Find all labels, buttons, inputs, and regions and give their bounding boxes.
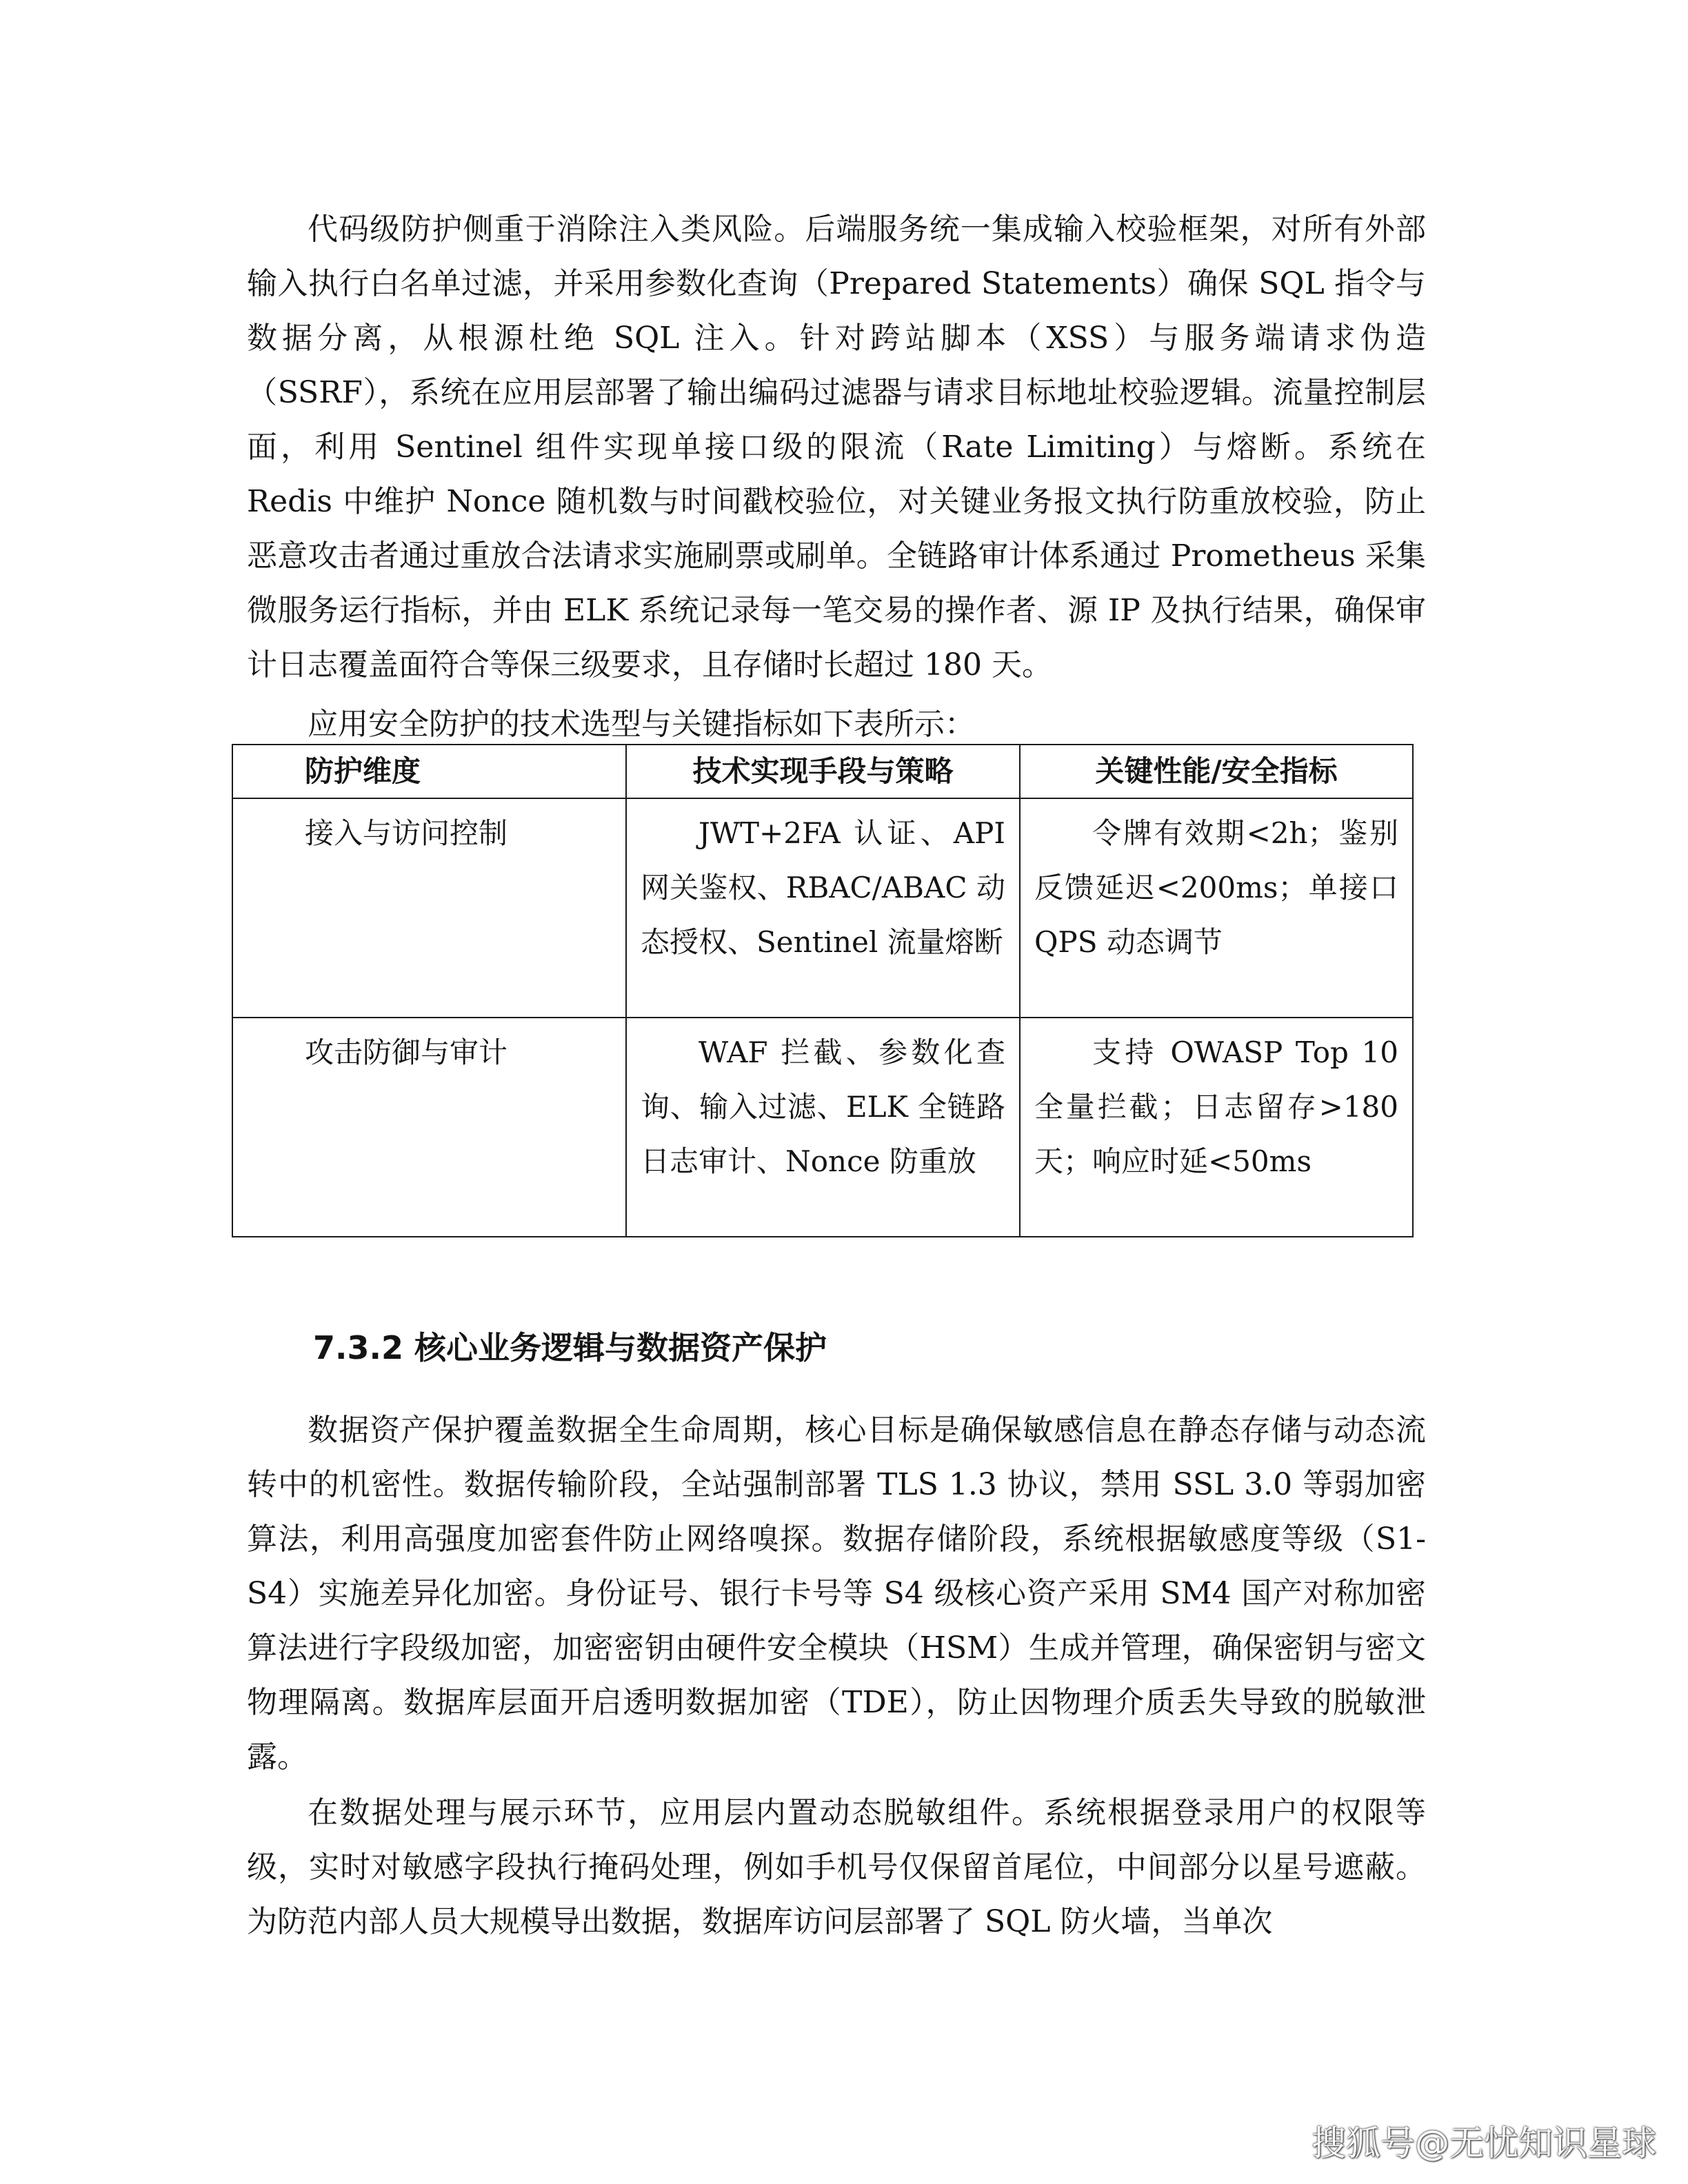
table-cell: 支持 OWASP Top 10 全量拦截；日志留存>180 天；响应时延<50ms bbox=[1020, 1018, 1413, 1237]
table-header-row bbox=[232, 745, 1413, 798]
paragraph-dynamic-masking: 在数据处理与展示环节，应用层内置动态脱敏组件。系统根据登录用户的权限等级，实时对敏感字段执行掩码处理，例如手机号仅保留首尾位，中间部分以星号遮蔽。为防范内部人员大规模导出数据，数据库访问层部署了 SQL 防火墙，当单次 bbox=[247, 1795, 1426, 1939]
paragraph-code-level-protection: 代码级防护侧重于消除注入类风险。后端服务统一集成输入校验框架，对所有外部输入执行白名单过滤，并采用参数化查询（Prepared Statements）确保 SQL 指令与数据分离，从根源杜绝 SQL 注入。针对跨站脚本（XSS）与服务端请求伪造（SSRF），系统在应用层部署了输出编码过滤器与请求目标地址校验逻辑。流量控制层面，利用 Sentinel 组件实现单接口级的限流（Rate Limiting）与熔断。系统在 Redis 中维护 Nonce 随机数与时间戳校验位，对关键业务报文执行防重放校验，防止恶意攻击者通过重放合法请求实施刷票或刷单。全链路审计体系通过 Prometheus 采集微服务运行指标，并由 ELK 系统记录每一笔交易的操作者、源 IP 及执行结果，确保审计日志覆盖面符合等保三级要求，且存储时长超过 180 天。 bbox=[247, 212, 1426, 682]
security-metrics-table bbox=[232, 744, 1414, 1237]
table-row bbox=[232, 1018, 1413, 1237]
watermark-text: 搜狐号@无忧知识星球 bbox=[1312, 2123, 1656, 2163]
section-heading: 7.3.2 核心业务逻辑与数据资产保护 bbox=[313, 1329, 827, 1366]
table-cell: 接入与访问控制 bbox=[232, 798, 626, 1018]
table-cell: WAF 拦截、参数化查询、输入过滤、ELK 全链路日志审计、Nonce 防重放 bbox=[626, 1018, 1020, 1237]
table-intro-text: 应用安全防护的技术选型与关键指标如下表所示： bbox=[308, 707, 975, 742]
table-cell: JWT+2FA 认证、API 网关鉴权、RBAC/ABAC 动态授权、Sentinel 流量熔断 bbox=[626, 798, 1020, 1018]
table-cell: 令牌有效期<2h；鉴别反馈延迟<200ms；单接口 QPS 动态调节 bbox=[1020, 798, 1413, 1018]
table-row bbox=[232, 798, 1413, 1018]
table-header-cell: 防护维度 bbox=[232, 745, 626, 798]
table-header-cell: 技术实现手段与策略 bbox=[626, 745, 1020, 798]
table-cell: 攻击防御与审计 bbox=[232, 1018, 626, 1237]
paragraph-data-asset-protection: 数据资产保护覆盖数据全生命周期，核心目标是确保敏感信息在静态存储与动态流转中的机密性。数据传输阶段，全站强制部署 TLS 1.3 协议，禁用 SSL 3.0 等弱加密算法，利用高强度加密套件防止网络嗅探。数据存储阶段，系统根据敏感度等级（S1-S4）实施差异化加密。身份证号、银行卡号等 S4 级核心资产采用 SM4 国产对称加密算法进行字段级加密，加密密钥由硬件安全模块（HSM）生成并管理，确保密钥与密文物理隔离。数据库层面开启透明数据加密（TDE），防止因物理介质丢失导致的脱敏泄露。 bbox=[247, 1413, 1426, 1775]
table-header-cell: 关键性能/安全指标 bbox=[1020, 745, 1413, 798]
